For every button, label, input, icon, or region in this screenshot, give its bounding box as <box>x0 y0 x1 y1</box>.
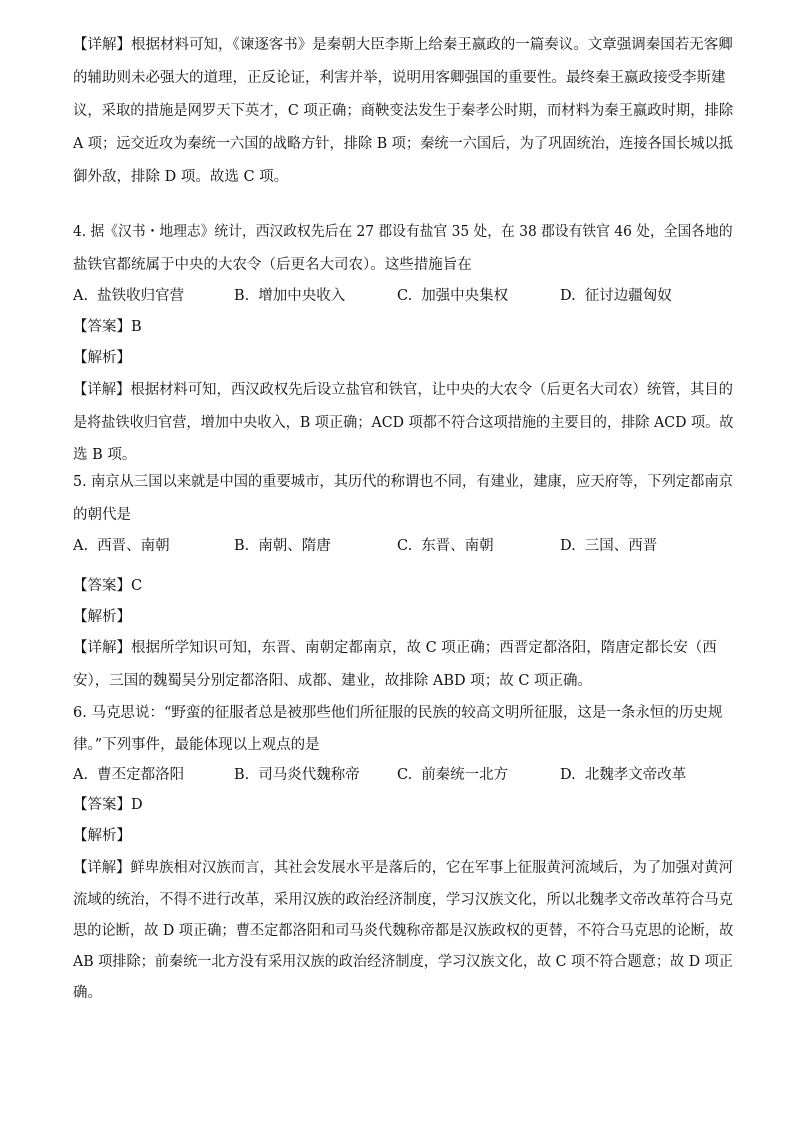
q6-explanation-line-2: 流域的统治，不得不进行改革，采用汉族的政治经济制度，学习汉族文化，所以北魏孝文帝改革符合马克 <box>73 892 733 908</box>
q5-explanation-line-2: 安），三国的魏蜀吴分别定都洛阳、成都、建业，故排除 ABD 项；故 C 项正确。 <box>73 673 593 689</box>
q5-option-d: D. 三国、西晋 <box>560 538 658 554</box>
q4-analysis-heading: 【解析】 <box>73 350 131 366</box>
q4-stem-line-2: 盐铁官都统属于中央的大农令（后更名大司农）。这些措施旨在 <box>73 257 472 273</box>
q5-option-c: C. 东晋、南朝 <box>397 538 494 554</box>
q3-explanation-line-4: A 项；远交近攻为秦统一六国的战略方针，排除 B 项；秦统一六国后，为了巩固统治，连接各国长城以抵 <box>73 136 733 152</box>
q3-explanation-line-1: 【详解】根据材料可知，《谏逐客书》是秦朝大臣李斯上给秦王嬴政的一篇奏议。文章强调秦国若无客卿 <box>73 37 733 53</box>
q6-explanation-line-3: 思的论断，故 D 项正确；曹丕定都洛阳和司马炎代魏称帝都是汉族政权的更替，不符合马克思的论断，故 <box>73 923 734 939</box>
q6-option-b: B. 司马炎代魏称帝 <box>234 767 360 783</box>
q5-explanation-line-1: 【详解】根据所学知识可知，东晋、南朝定都南京，故 C 项正确；西晋定都洛阳，隋唐定都长安（西 <box>73 640 717 656</box>
q3-explanation-line-3: 议，采取的措施是网罗天下英才，C 项正确；商鞅变法发生于秦孝公时期，而材料为秦王嬴政时期，排除 <box>73 103 734 119</box>
q6-analysis-heading: 【解析】 <box>73 828 131 844</box>
q4-option-b: B. 增加中央收入 <box>234 288 346 304</box>
q6-stem-line-1: 6. 马克思说：“野蛮的征服者总是被那些他们所征服的民族的较高文明所征服，这是一条永恒的历史规 <box>73 705 723 721</box>
q4-option-c: C. 加强中央集权 <box>397 288 509 304</box>
q5-option-a: A. 西晋、南朝 <box>73 538 170 554</box>
q5-stem-line-1: 5. 南京从三国以来就是中国的重要城市，其历代的称谓也不同，有建业，建康，应天府等，下列定都南京 <box>73 474 733 490</box>
q4-option-d: D. 征讨边疆匈奴 <box>560 288 672 304</box>
q4-answer: 【答案】B <box>73 319 142 335</box>
q5-analysis-heading: 【解析】 <box>73 609 131 625</box>
q6-explanation-line-5: 确。 <box>73 985 102 1001</box>
q5-answer: 【答案】C <box>73 578 143 594</box>
q4-explanation-line-2: 是将盐铁收归官营，增加中央收入，B 项正确；ACD 项都不符合这项措施的主要目的，排除 ACD 项。故 <box>73 415 734 431</box>
q5-option-b: B. 南朝、隋唐 <box>234 538 331 554</box>
q4-explanation-line-1: 【详解】根据材料可知，西汉政权先后设立盐官和铁官，让中央的大农令（后更名大司农）统管，其目的 <box>73 382 733 398</box>
q4-option-a: A. 盐铁收归官营 <box>73 288 185 304</box>
q3-explanation-line-2: 的辅助则未必强大的道理，正反论证，利害并举，说明用客卿强国的重要性。最终秦王嬴政接受李斯建 <box>73 70 726 86</box>
q3-explanation-line-5: 御外敌，排除 D 项。故选 C 项。 <box>73 169 289 185</box>
q6-option-c: C. 前秦统一北方 <box>397 767 509 783</box>
q6-option-d: D. 北魏孝文帝改革 <box>560 767 687 783</box>
q6-option-a: A. 曹丕定都洛阳 <box>73 767 185 783</box>
q4-stem-line-1: 4. 据《汉书・地理志》统计，西汉政权先后在 27 郡设有盐官 35 处，在 38 郡设有铁官 46 处，全国各地的 <box>73 224 733 240</box>
q6-explanation-line-4: AB 项排除；前秦统一北方没有采用汉族的政治经济制度，学习汉族文化，故 C 项不符合题意；故 D 项正 <box>73 954 733 970</box>
q5-stem-line-2: 的朝代是 <box>73 507 131 523</box>
q4-explanation-line-3: 选 B 项。 <box>73 447 137 463</box>
q6-explanation-line-1: 【详解】鲜卑族相对汉族而言，其社会发展水平是落后的，它在军事上征服黄河流域后，为了加强对黄河 <box>73 860 733 876</box>
q6-stem-line-2: 律。”下列事件，最能体现以上观点的是 <box>73 737 320 753</box>
q6-answer: 【答案】D <box>73 797 143 813</box>
